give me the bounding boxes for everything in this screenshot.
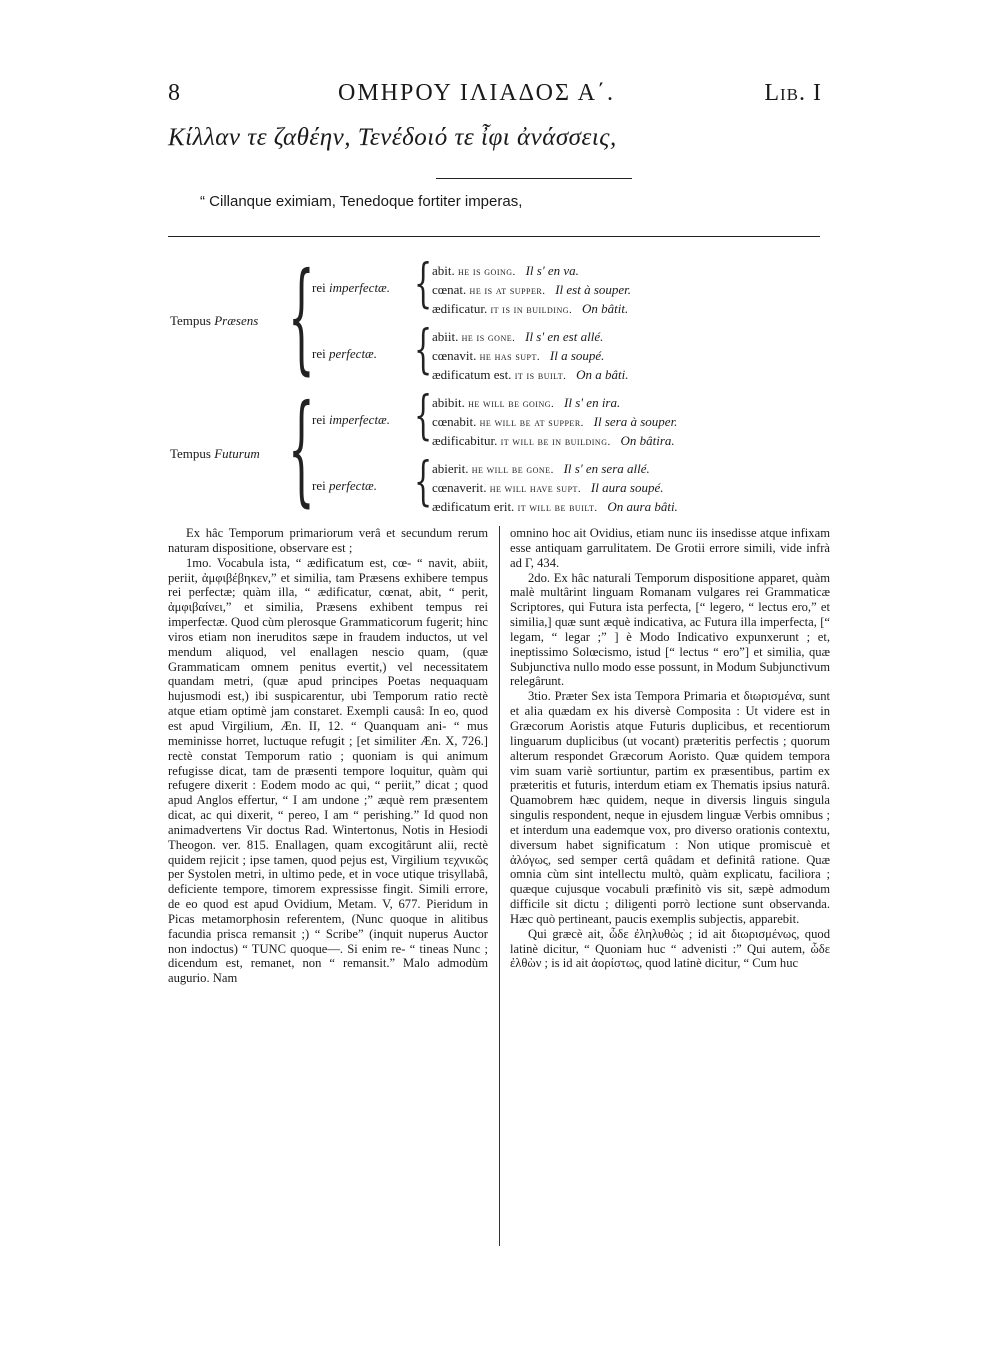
group-brace: { [414,386,433,446]
table-row: cœnaverit. he will have supt. Il aura soupé. [432,480,664,495]
group-brace: { [414,452,433,512]
table-row: cœnat. he is at supper. Il est à souper. [432,282,632,297]
tempus-futurum-label: Tempus Futurum [170,446,260,461]
short-rule [436,178,632,179]
table-row: abierit. he will be gone. Il s' en sera allé. [432,461,650,476]
tempus-praesens-label: Tempus Præsens [170,313,259,328]
table-row: ædificatum est. it is built. On a bâti. [432,367,629,382]
group-perfectae-label: rei perfectæ. [312,346,377,361]
table-row: cœnabit. he will be at supper. Il sera à souper. [432,414,678,429]
praesens-perfectae-rows [432,328,629,385]
outer-brace: { [288,248,315,387]
paragraph: Qui græcè ait, ὧδε ἐληλυθὼς ; id ait διωρισμένως, quod latinè dicitur, “ Quoniam huc “ advenisti :” Qui autem, ὧδε ἐλθὼν ; is id ait ἀορίστως, quod latinè dicitur, “ Cum huc [510,926,830,971]
long-rule [168,236,820,237]
futurum-perfectae-rows [432,460,678,517]
page-number: 8 [168,80,180,106]
right-column [510,526,830,971]
group-brace: { [414,254,433,314]
table-row: ædificatum erit. it will be built. On aura bâti. [432,499,678,514]
group-perfectae-label: rei perfectæ. [312,478,377,493]
group-brace: { [414,320,433,380]
table-row: abit. he is going. Il s' en va. [432,263,579,278]
paragraph: 2do. Ex hâc naturali Temporum dispositione apparet, quàm malè multârint linguam Romanam vulgares rei Grammaticæ Scriptores, qui Futura ista perfecta, [“ legero, “ lectus ero,” et similia,] quæ sunt æquè indicativa, ac Futura illa imperfecta, [“ legam, “ legar ;” ] è Modo Indicativo expunxerunt ; et, ineptissimo Solœcismo, istud [“ lectus “ ero”] et similia, quæ Subjunctiva nullo modo esse possunt, in Modum Subjunctivum relegârunt. [510,570,830,689]
book-label: Lib. I [764,80,822,106]
paragraph: omnino hoc ait Ovidius, etiam nunc iis insedisse atque infixam esse antiquam garrulitatem. De Grotii errore simili, vide infrà ad Γ, 434. [510,526,830,570]
latin-translation: “ Cillanque eximiam, Tenedoque fortiter imperas, [200,193,523,210]
left-column [168,526,488,986]
paragraph: 1mo. Vocabula ista, “ ædificatum est, cœ- “ navit, abiit, periit, ἀμφιβέβηκεν,” et similia, tam Præsens exhibere tempus rei perfectæ; quàm illa, “ ædificatur, cœnat, abit, “ perit, ἀμφιβαίνει,” et similia, Præsens exhibent tempus rei imperfectæ. Quod cùm plerosque Grammaticorum fugerit; hinc viros etiam non ineruditos sæpe in fraudem inductos, ut vel mendum aliquod, vel enallagen nescio quam, (quæ Grammaticam omnem penitus evertit,) vel necessitatem quandam metri, (quæ apud principes Poetas nequaquam hujusmodi est,) ibi suspicarentur, ubi Temporum ratio rectè atque etiam optimè jam constaret. Exempli causâ: In eo, quod est apud Virgilium, Æn. II, 12. “ Quanquam ani- “ mus meminisse horret, luctuque refugit ; [et similiter Æn. X, 726.] rectè constat Temporum ratio ; quoniam is qui animum refugisse dicat, tam de præsenti tempore loquitur, quàm qui refugere dixerit : Eodem modo ac qui, “ periit,” dicat ; quod apud Anglos effertur, “ I am undone ;” æquè rem præsentem dicat, ac qui dixerit, “ pereo, I am “ perishing.” Id quod non animadvertens Vir doctus Rad. Wintertonus, Notis in Hesiodi Theogon. ver. 815. Enallagen, quam excogitârunt alii, rectè quidem rejicit ; ipse tamen, quod pejus est, Virgilium τεχνικῶς per Systolen metri, in ultimo pede, et in voce utique trisyllabâ, deficiente tempore, timorem expressisse fingit. Simili errore, de eo quod est apud Ovidium, Metam. V, 677. Pieridum in Picas metamorphosin referentem, (Nunc quoque in alitibus facundia prisca remansit ;) “ Scribe” (inquit nuperus Auctor non indoctus) “ TUNC quoque—. Si enim re- “ tineas Nunc ; dicendum est, remanet, non “ remansit.” Malo admodùm augurio. Nam [168,555,488,986]
greek-verse: Κίλλαν τε ζαθέην, Τενέδοιό τε ἶφι ἀνάσσεις, [168,124,617,151]
page-header [168,80,828,116]
table-row: abibit. he will be going. Il s' en ira. [432,395,621,410]
praesens-imperfectae-rows [432,262,631,319]
table-row: ædificabitur. it will be in building. On bâtira. [432,433,675,448]
table-row: abiit. he is gone. Il s' en est allé. [432,329,604,344]
outer-brace: { [288,380,315,519]
table-row: ædificatur. it is in building. On bâtit. [432,301,629,316]
group-imperfectae-label: rei imperfectæ. [312,412,390,427]
group-imperfectae-label: rei imperfectæ. [312,280,390,295]
table-row: cœnavit. he has supt. Il a soupé. [432,348,605,363]
column-separator [499,526,500,1246]
running-title: ΟΜΗΡΟΥ ΙΛΙΑΔΟΣ Α΄. [338,80,615,106]
futurum-imperfectae-rows [432,394,677,451]
tense-table [160,250,840,520]
paragraph: 3tio. Præter Sex ista Tempora Primaria et διωρισμένα, sunt et alia quædam ex his diversè Composita : Ut videre est in Græcorum Aoristis atque Futuris duplicibus, et recentiorum linguarum duplicibus (ut vocant) præteritis perfectis ; quorum alterum respondet Græcorum Aoristo. Quæ quidem tempora vim suam variè sortiuntur, partim ex præsentibus, partim ex præteritis et futuris, interdum etiam ex Thematis ipsius naturâ. Quamobrem hæc quidem, neque in diversis linguis singula singulis respondent, neque in ejusdem linguæ Verbis omnibus ; et interdum una eademque vox, pro diverso orationis contextu, diversum habet significatum : Non utique promiscuè et ἀλόγως, sed semper certâ quâdam et definitâ ratione. Quæ omnia cùm sint intellectu multò, quàm explicatu, faciliora ; quæque cujusque vocabuli præfinitò vis sit, sæpè admodum difficile sit dictu ; diligenti porrò lectione sunt observanda. Hæc quò pertineant, paucis exemplis subjectis, apparebit. [510,689,830,926]
paragraph: Ex hâc Temporum primariorum verâ et secundum rerum naturam dispositione, observare est ; [168,526,488,555]
